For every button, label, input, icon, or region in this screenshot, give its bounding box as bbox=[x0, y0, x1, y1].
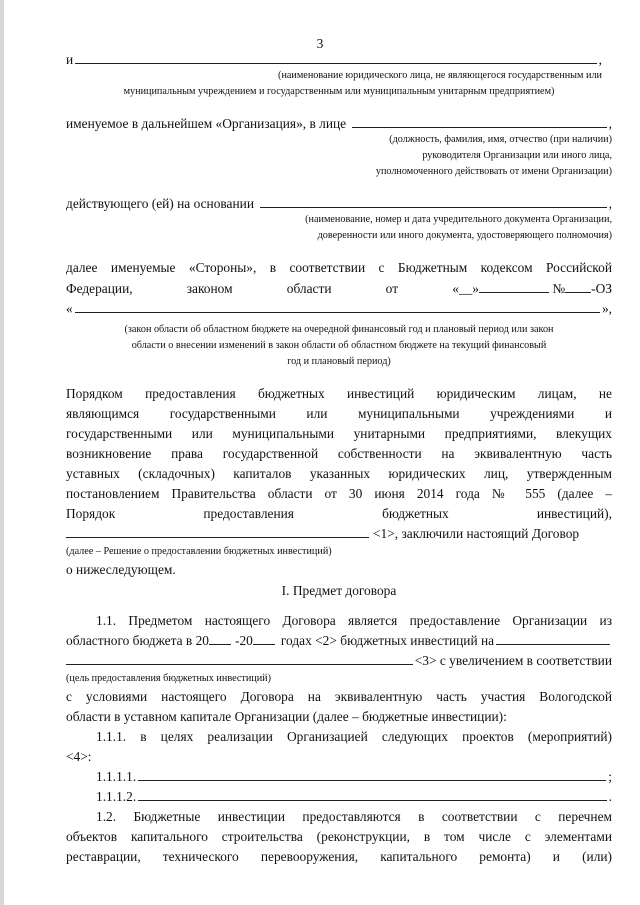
quote-open: « bbox=[66, 301, 73, 316]
item-1-blank[interactable] bbox=[138, 769, 606, 781]
order-word: Порядок bbox=[66, 506, 116, 521]
years-from: областного бюджета в 20 bbox=[66, 633, 209, 648]
law-number-blank[interactable] bbox=[565, 281, 591, 293]
line-end-comma: , bbox=[608, 196, 612, 211]
clause-1-2-line-2: объектов капитального строительства (реконструкции, в том числе с элементами bbox=[66, 829, 612, 844]
law-region: области bbox=[286, 281, 332, 296]
representative-blank[interactable] bbox=[352, 116, 607, 128]
caption-rep-2: руководителя Организации или иного лица, bbox=[422, 150, 612, 161]
conjunction-text: и bbox=[66, 52, 74, 67]
paragraph-line-2: являющимся государственными или муниципальными учреждениями и bbox=[66, 406, 612, 421]
basis-text: действующего (ей) на основании bbox=[66, 196, 254, 211]
law-from: от bbox=[385, 281, 399, 296]
clause-1-1-1-line-2: <4>: bbox=[66, 749, 92, 764]
concluded-text: <1>, заключили настоящий Договор bbox=[373, 526, 580, 541]
caption-rep-3: уполномоченного действовать от имени Организации) bbox=[375, 166, 612, 177]
law-day: «__» bbox=[452, 281, 479, 296]
caption-basis-2: доверенности или иного документа, удостоверяющего полномочия) bbox=[317, 230, 612, 241]
caption-party-2: муниципальным учреждением и государственным или муниципальным унитарным предприятием) bbox=[123, 86, 555, 97]
paragraph-line-1: Порядком предоставления бюджетных инвестиций юридическим лицам, не bbox=[66, 386, 612, 401]
law-line bbox=[66, 281, 612, 297]
purpose-blank-2[interactable] bbox=[66, 653, 413, 665]
clause-1-1-line-1: 1.1. Предметом настоящего Договора является предоставление Организации из bbox=[96, 613, 612, 628]
representative-text: именуемое в дальнейшем «Организация», в лице bbox=[66, 116, 347, 131]
party-name-line bbox=[66, 52, 602, 68]
clause-1-1-line-2 bbox=[66, 633, 612, 649]
caption-decision: (далее – Решение о предоставлении бюджетных инвестиций) bbox=[66, 546, 332, 557]
clause-1-1-line-5: области в уставном капитале Организации (далее – бюджетные инвестиции): bbox=[66, 709, 507, 724]
page-number: 3 bbox=[316, 36, 324, 51]
clause-1-1-line-4: с условиями настоящего Договора на эквивалентную часть участия Вологодской bbox=[66, 689, 612, 704]
representative-line bbox=[66, 116, 612, 132]
paragraph-line-5: уставных (складочных) капиталов указанных юридических лиц, утвержденным bbox=[66, 466, 612, 481]
caption-law-3: год и плановый период) bbox=[287, 356, 391, 367]
paragraph-line-6: постановлением Правительства области от 30 июня 2014 года № 555 (далее – bbox=[66, 486, 612, 501]
year-from-blank[interactable] bbox=[209, 633, 231, 645]
following-text: о нижеследующем. bbox=[66, 562, 176, 577]
scan-edge bbox=[0, 0, 4, 905]
item-2-blank[interactable] bbox=[138, 789, 606, 801]
item-number-2: 1.1.1.2. bbox=[96, 789, 137, 804]
line-end-comma: , bbox=[598, 52, 602, 67]
caption-law-1: (закон области об областном бюджете на очередной финансовый год и плановый период или закон bbox=[124, 324, 554, 335]
budget-word: бюджетных bbox=[382, 506, 449, 521]
clause-1-1-line-3 bbox=[66, 653, 612, 669]
law-number-sign: № bbox=[552, 281, 566, 296]
investments-word: инвестиций), bbox=[536, 506, 612, 521]
section-title: I. Предмет договора bbox=[281, 583, 397, 598]
clause-1-2-line-1: 1.2. Бюджетные инвестиции предоставляются в соответствии с перечнем bbox=[96, 809, 612, 824]
law-oz: -ОЗ bbox=[591, 281, 612, 296]
purpose-blank[interactable] bbox=[496, 633, 610, 645]
investments-on-text: годах <2> бюджетных инвестиций на bbox=[280, 633, 495, 648]
paragraph-line-7 bbox=[66, 506, 612, 522]
basis-line bbox=[66, 196, 612, 212]
line-end-comma: , bbox=[608, 116, 612, 131]
increase-text: <3> с увеличением в соответствии bbox=[414, 653, 612, 668]
provision-word: предоставления bbox=[203, 506, 294, 521]
paragraph-line-3: государственными или муниципальными унитарными предприятиями, влекущих bbox=[66, 426, 612, 441]
party-name-blank[interactable] bbox=[75, 52, 596, 64]
caption-purpose: (цель предоставления бюджетных инвестиций) bbox=[66, 673, 272, 684]
basis-blank[interactable] bbox=[260, 196, 607, 208]
law-date-group bbox=[452, 281, 612, 297]
clause-1-1-1-line-1: 1.1.1. в целях реализации Организацией следующих проектов (мероприятий) bbox=[96, 729, 612, 744]
years-to: -20 bbox=[235, 633, 253, 648]
item-number-1: 1.1.1.1. bbox=[96, 769, 137, 784]
quote-close: », bbox=[601, 301, 612, 316]
caption-basis-1: (наименование, номер и дата учредительного документа Организации, bbox=[305, 214, 612, 225]
parties-line: далее именуемые «Стороны», в соответствии с Бюджетным кодексом Российской bbox=[66, 260, 612, 275]
item-1-end: ; bbox=[608, 769, 612, 784]
year-to-blank[interactable] bbox=[253, 633, 275, 645]
clause-1-1-1-1 bbox=[96, 769, 612, 785]
paragraph-line-4: возникновение права государственной собственности на эквивалентную часть bbox=[66, 446, 612, 461]
caption-law-2: области о внесении изменений в закон области об областном бюджете на текущий финансовый bbox=[131, 340, 547, 351]
law-word: законом bbox=[186, 281, 233, 296]
clause-1-2-line-3: реставрации, технического перевооружения, капитального ремонта) и (или) bbox=[66, 849, 612, 864]
law-title-line bbox=[66, 301, 612, 317]
law-date-blank[interactable] bbox=[479, 281, 549, 293]
caption-rep-1: (должность, фамилия, имя, отчество (при наличии) bbox=[389, 134, 612, 145]
law-title-blank[interactable] bbox=[75, 301, 600, 313]
paragraph-line-8 bbox=[66, 526, 612, 542]
clause-1-1-1-2 bbox=[96, 789, 612, 805]
item-2-end: . bbox=[608, 789, 612, 804]
caption-party-1: (наименование юридического лица, не являющегося государственным или bbox=[278, 70, 602, 81]
law-federation: Федерации, bbox=[66, 281, 133, 296]
decision-blank[interactable] bbox=[66, 526, 369, 538]
